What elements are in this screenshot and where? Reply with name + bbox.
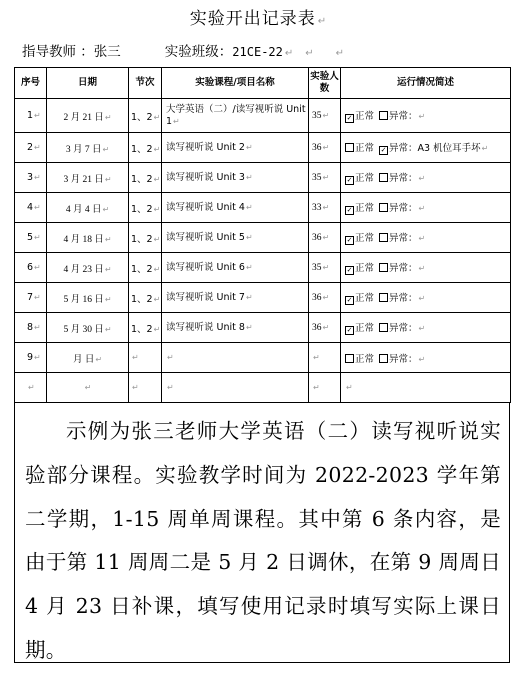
paragraph-mark-icon: ↵ [34, 233, 41, 242]
paragraph-mark-icon: ↵ [34, 203, 41, 212]
cell-status[interactable] [341, 343, 511, 373]
cell-date-text: 4 月 23 日 [63, 264, 104, 275]
cell-count[interactable] [309, 99, 341, 133]
paragraph-mark-icon: ↵ [104, 264, 112, 274]
cell-date[interactable] [47, 253, 129, 283]
normal-label: 正常 [355, 111, 375, 122]
cell-count[interactable] [309, 313, 341, 343]
paragraph-mark-icon: ↵ [418, 264, 426, 273]
cell-section-text: 1、2 [131, 293, 153, 305]
cell-course-text: 读写视听说 Unit 2 [166, 141, 245, 153]
cell-status[interactable] [341, 163, 511, 193]
cell-course[interactable] [162, 193, 309, 223]
paragraph-mark-icon: ↵ [104, 294, 112, 304]
cell-course[interactable] [162, 253, 309, 283]
cell-idx[interactable] [15, 343, 47, 373]
abnormal-label: 异常： [389, 173, 418, 184]
normal-checkbox[interactable]: ✓ [346, 236, 353, 244]
table-row [15, 163, 511, 193]
paragraph-mark-icon: ↵ [95, 354, 103, 364]
cell-date[interactable] [47, 133, 129, 163]
cell-date-text: 5 月 30 日 [63, 324, 104, 335]
paragraph-mark-icon: ↵ [322, 322, 330, 332]
cell-date[interactable] [47, 193, 129, 223]
paragraph-mark-icon: ↵ [167, 352, 174, 362]
normal-label: 正常 [355, 323, 375, 334]
cell-status[interactable] [341, 253, 511, 283]
paragraph-mark-icon: ↵ [132, 383, 139, 392]
table-row [15, 193, 511, 223]
cell-date-text: 月 日 [72, 354, 95, 365]
header-idx: 序号 [15, 68, 47, 99]
cell-section-text: 1、2 [131, 263, 153, 275]
paragraph-mark-icon: ↵ [346, 383, 353, 392]
header-count: 实验人数 [309, 68, 341, 99]
cell-section[interactable] [129, 133, 162, 163]
title-text: 实验开出记录表 [189, 9, 316, 29]
cell-section[interactable] [129, 343, 162, 373]
cell-count-text: 36 [312, 232, 322, 243]
paragraph-mark-icon: ↵ [322, 110, 330, 120]
cell-status[interactable] [341, 99, 511, 133]
normal-label: 正常 [355, 173, 375, 184]
cell-course[interactable] [162, 223, 309, 253]
cell-idx-text: 2 [27, 142, 34, 153]
abnormal-checkbox[interactable] [379, 111, 388, 120]
cell-section[interactable] [129, 253, 162, 283]
cell-date[interactable] [47, 313, 129, 343]
paragraph-mark-icon: ↵ [34, 263, 41, 272]
table-row [15, 99, 511, 133]
cell-count[interactable] [309, 343, 341, 373]
cell-count[interactable] [309, 193, 341, 223]
abnormal-checkbox[interactable] [379, 203, 388, 212]
cell-status[interactable] [341, 283, 511, 313]
cell-idx-text: 7 [27, 292, 34, 303]
class-value: 21CE-22 [232, 45, 283, 59]
header-date: 日期 [47, 68, 129, 99]
cell-count-text: 35 [312, 262, 322, 273]
paragraph-mark-icon: ↵ [305, 48, 314, 59]
paragraph-mark-icon: ↵ [418, 294, 426, 303]
cell-section[interactable] [129, 283, 162, 313]
cell-course[interactable] [162, 343, 309, 373]
paragraph-mark-icon: ↵ [167, 382, 174, 392]
cell-section-text: 1、2 [131, 233, 153, 245]
paragraph-mark-icon: ↵ [153, 112, 161, 122]
table-header-row [15, 68, 511, 99]
cell-course-text: 大学英语（二）/读写视听说 Unit 1 [166, 103, 306, 127]
paragraph-mark-icon: ↵ [153, 174, 161, 184]
paragraph-mark-icon: ↵ [34, 111, 41, 120]
normal-label: 正常 [355, 203, 375, 214]
cell-course-text: 读写视听说 Unit 4 [166, 201, 245, 213]
paragraph-mark-icon: ↵ [153, 324, 161, 334]
cell-course[interactable] [162, 133, 309, 163]
paragraph-mark-icon: ↵ [245, 262, 253, 272]
cell-idx[interactable] [15, 133, 47, 163]
cell-course-text: 读写视听说 Unit 5 [166, 231, 245, 243]
paragraph-mark-icon: ↵ [418, 234, 426, 243]
cell-date[interactable] [47, 283, 129, 313]
paragraph-mark-icon: ↵ [153, 264, 161, 274]
cell-idx[interactable] [15, 193, 47, 223]
cell-idx[interactable] [15, 373, 47, 403]
cell-section-text: 1、2 [131, 143, 153, 155]
paragraph-mark-icon: ↵ [322, 262, 330, 272]
cell-course[interactable] [162, 373, 309, 403]
abnormal-label: 异常： [389, 203, 418, 214]
paragraph-mark-icon: ↵ [34, 323, 41, 332]
cell-idx-text: 4 [27, 202, 34, 213]
normal-checkbox[interactable]: ✓ [346, 176, 353, 184]
paragraph-mark-icon: ↵ [322, 232, 330, 242]
paragraph-mark-icon: ↵ [173, 116, 180, 126]
cell-idx-text: 1 [27, 110, 34, 121]
cell-section[interactable] [129, 99, 162, 133]
cell-date-text: 3 月 7 日 [65, 144, 102, 155]
cell-course[interactable] [162, 313, 309, 343]
abnormal-checkbox[interactable] [379, 233, 388, 242]
paragraph-mark-icon: ↵ [132, 353, 139, 362]
cell-date[interactable] [47, 223, 129, 253]
paragraph-mark-icon: ↵ [245, 232, 253, 242]
paragraph-mark-icon: ↵ [317, 16, 328, 27]
paragraph-mark-icon: ↵ [284, 48, 294, 59]
cell-status[interactable] [341, 313, 511, 343]
table-row [15, 223, 511, 253]
cell-status[interactable] [341, 373, 511, 403]
normal-checkbox[interactable]: ✓ [346, 296, 353, 304]
paragraph-mark-icon: ↵ [245, 322, 253, 332]
teacher-label: 指导教师 ：张三 [22, 44, 121, 60]
abnormal-label: 异常： [389, 263, 418, 274]
cell-count[interactable] [309, 223, 341, 253]
normal-checkbox[interactable]: ✓ [346, 114, 353, 122]
paragraph-mark-icon: ↵ [104, 324, 112, 334]
cell-idx-text: 3 [27, 172, 34, 183]
paragraph-mark-icon: ↵ [322, 172, 330, 182]
cell-count[interactable] [309, 373, 341, 403]
cell-count-text: 36 [312, 292, 322, 303]
abnormal-checkbox[interactable] [379, 173, 388, 182]
cell-course[interactable] [162, 163, 309, 193]
paragraph-mark-icon: ↵ [245, 292, 253, 302]
paragraph-mark-icon: ↵ [418, 174, 426, 183]
paragraph-mark-icon: ↵ [418, 112, 426, 121]
cell-count[interactable] [309, 253, 341, 283]
cell-section-text: 1、2 [131, 173, 153, 185]
cell-course-text: 读写视听说 Unit 8 [166, 321, 245, 333]
header-course: 实验课程/项目名称 [162, 68, 309, 99]
paragraph-mark-icon: ↵ [84, 382, 92, 392]
cell-idx-text: 6 [27, 262, 34, 273]
abnormal-label: 异常： [389, 323, 418, 334]
cell-course-text: 读写视听说 Unit 7 [166, 291, 245, 303]
paragraph-mark-icon: ↵ [104, 174, 112, 184]
cell-date[interactable] [47, 163, 129, 193]
class-label: 实验班级： [164, 44, 233, 60]
cell-date[interactable] [47, 373, 129, 403]
abnormal-checkbox[interactable] [379, 354, 388, 363]
header-section: 节次 [129, 68, 162, 99]
abnormal-checkbox[interactable] [379, 263, 388, 272]
table-row [15, 373, 511, 403]
cell-date-text: 5 月 16 日 [63, 294, 104, 305]
cell-date-text: 4 月 4 日 [65, 204, 102, 215]
paragraph-mark-icon: ↵ [153, 144, 161, 154]
normal-label: 正常 [355, 263, 375, 274]
cell-count-text: 35 [312, 172, 322, 183]
normal-label: 正常 [355, 353, 375, 365]
cell-idx[interactable] [15, 253, 47, 283]
cell-section-text: 1、2 [131, 323, 153, 335]
cell-idx[interactable] [15, 283, 47, 313]
cell-date[interactable] [47, 99, 129, 133]
cell-section[interactable] [129, 373, 162, 403]
cell-course[interactable] [162, 99, 309, 133]
cell-course[interactable] [162, 283, 309, 313]
paragraph-mark-icon: ↵ [28, 383, 35, 392]
cell-course-text: 读写视听说 Unit 3 [166, 171, 245, 183]
cell-idx[interactable] [15, 99, 47, 133]
paragraph-mark-icon: ↵ [34, 173, 41, 182]
table-row [15, 313, 511, 343]
paragraph-mark-icon: ↵ [313, 352, 320, 362]
teacher-line [22, 40, 344, 60]
normal-checkbox[interactable]: ✓ [346, 266, 353, 274]
cell-section-text: 1、2 [131, 203, 153, 215]
paragraph-mark-icon: ↵ [104, 112, 112, 122]
cell-count-text: 36 [312, 142, 322, 153]
paragraph-mark-icon: ↵ [418, 354, 426, 364]
abnormal-label: 异常： [389, 233, 418, 244]
paragraph-mark-icon: ↵ [102, 204, 110, 214]
cell-count-text: 33 [312, 202, 322, 213]
paragraph-mark-icon: ↵ [335, 48, 345, 59]
cell-count[interactable] [309, 133, 341, 163]
cell-idx-text: 8 [27, 322, 34, 333]
cell-status[interactable] [341, 133, 511, 163]
note-text: 示例为张三老师大学英语（二）读写视听说实验部分课程。实验教学时间为 2022-2023 学年第二学期，1-15 周单周课程。其中第 6 条内容，是由于第 11 周周二是 5 月 2 日调休，在第 9 周周日 4 月 23 日补课，填写使用记录时填写实际上课日期。 [25, 419, 501, 662]
paragraph-mark-icon: ↵ [245, 172, 253, 182]
cell-date-text: 3 月 21 日 [63, 174, 104, 185]
cell-idx-text: 5 [27, 232, 34, 243]
record-table [14, 67, 511, 403]
cell-count[interactable] [309, 283, 341, 313]
paragraph-mark-icon: ↵ [34, 293, 41, 302]
paragraph-mark-icon: ↵ [34, 353, 41, 362]
abnormal-checkbox[interactable] [379, 293, 388, 302]
normal-label: 正常 [355, 233, 375, 244]
cell-date-text: 4 月 18 日 [63, 234, 104, 245]
table-row [15, 343, 511, 373]
normal-checkbox[interactable] [345, 354, 354, 363]
cell-status[interactable] [341, 193, 511, 223]
paragraph-mark-icon: ↵ [34, 143, 41, 152]
normal-checkbox[interactable]: ✓ [346, 206, 353, 214]
paragraph-mark-icon: ↵ [322, 142, 330, 152]
page-title [0, 4, 517, 29]
abnormal-checkbox[interactable]: ✓ [380, 146, 387, 154]
paragraph-mark-icon: ↵ [322, 292, 330, 302]
cell-section[interactable] [129, 193, 162, 223]
cell-section[interactable] [129, 313, 162, 343]
header-status: 运行情况简述 [341, 68, 511, 99]
normal-checkbox[interactable] [345, 143, 354, 152]
cell-section-text: 1、2 [131, 111, 153, 123]
paragraph-mark-icon: ↵ [322, 202, 330, 212]
paragraph-mark-icon: ↵ [102, 144, 110, 154]
abnormal-label: 异常： [389, 293, 418, 304]
cell-date[interactable] [47, 343, 129, 373]
cell-count-text: 35 [312, 110, 322, 121]
paragraph-mark-icon: ↵ [481, 144, 489, 153]
table-row [15, 283, 511, 313]
cell-idx[interactable] [15, 163, 47, 193]
paragraph-mark-icon: ↵ [153, 294, 161, 304]
cell-status[interactable] [341, 223, 511, 253]
normal-label: 正常 [355, 293, 375, 304]
table-row [15, 253, 511, 283]
cell-date-text: 2 月 21 日 [63, 112, 104, 123]
cell-count-text: 36 [312, 322, 322, 333]
cell-idx[interactable] [15, 223, 47, 253]
cell-idx-text: 9 [27, 352, 34, 363]
paragraph-mark-icon: ↵ [153, 234, 161, 244]
paragraph-mark-icon: ↵ [245, 202, 253, 212]
abnormal-label: 异常：A3 机位耳手坏 [389, 143, 481, 154]
normal-checkbox[interactable]: ✓ [346, 326, 353, 334]
cell-count[interactable] [309, 163, 341, 193]
paragraph-mark-icon: ↵ [313, 382, 320, 392]
cell-course-text: 读写视听说 Unit 6 [166, 261, 245, 273]
abnormal-label: 异常： [389, 353, 418, 365]
cell-section[interactable] [129, 163, 162, 193]
paragraph-mark-icon: ↵ [153, 204, 161, 214]
cell-section[interactable] [129, 223, 162, 253]
abnormal-label: 异常： [389, 111, 418, 122]
paragraph-mark-icon: ↵ [418, 204, 426, 213]
abnormal-checkbox[interactable] [379, 323, 388, 332]
paragraph-mark-icon: ↵ [418, 324, 426, 333]
paragraph-mark-icon: ↵ [104, 234, 112, 244]
table-row [15, 133, 511, 163]
note-box [14, 402, 510, 663]
normal-label: 正常 [355, 143, 375, 154]
paragraph-mark-icon: ↵ [245, 142, 253, 152]
cell-idx[interactable] [15, 313, 47, 343]
